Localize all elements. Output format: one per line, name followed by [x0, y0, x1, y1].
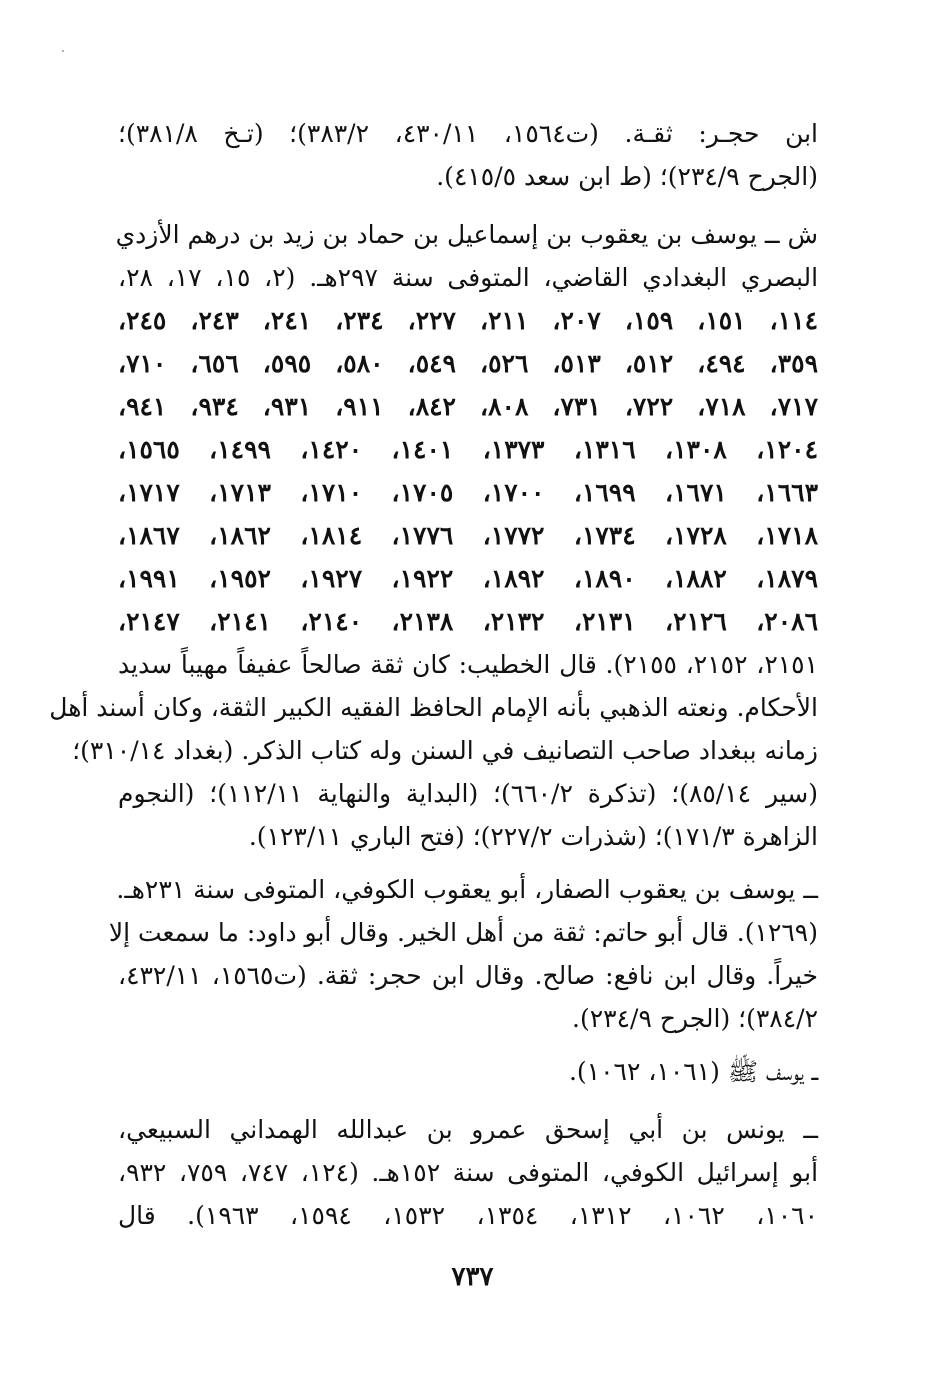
entry-line: أبو إسرائيل الكوفي، المتوفى سنة ١٥٢هـ. (١٢٤، ٧٤٧، ٧٥٩، ٩٣٢، [118, 1158, 819, 1187]
biography-entry-yusuf-al-saffar [108, 868, 818, 1040]
entry-line: ابن حجـر: ثقـة. (ت١٥٦٤، ٤٣٠/١١، ٣٨٣/٢)؛ (تـخ ٣٨١/٨)؛ [118, 119, 819, 148]
entry-line: ــ يونس بن أبي إسحق عمرو بن عبدالله الهمداني السبيعي، [118, 1115, 818, 1144]
entry-line: زمانه ببغداد صاحب التصانيف في السنن وله كتاب الذكر. (بغداد ٣١٠/١٤)؛ [72, 736, 818, 765]
entry-line: ٢١٥١، ٢١٥٢، ٢١٥٥). قال الخطيب: كان ثقة صالحاً عفيفاً مهيباً سديد [118, 650, 819, 679]
entry-line: ١٧١٨، ١٧٢٨، ١٧٣٤، ١٧٧٢، ١٧٧٦، ١٨١٤، ١٨٦٢، ١٨٦٧، [118, 521, 818, 550]
biography-entry-yusuf-ibn-yaqub-al-qadi [49, 213, 819, 858]
entry-line: ١١٤، ١٥١، ١٥٩، ٢٠٧، ٢١١، ٢٢٧، ٢٣٤، ٢٤١، ٢٤٣، ٢٤٥، [118, 306, 819, 335]
entry-line: ٢٠٨٦، ٢١٢٦، ٢١٣١، ٢١٣٢، ٢١٣٨، ٢١٤٠، ٢١٤١، ٢١٤٧، [118, 607, 818, 636]
entry-line: ش ــ يوسف بن يعقوب بن إسماعيل بن حماد بن زيد بن درهم الأزدي [115, 220, 818, 249]
entry-line: (الجرح ٢٣٤/٩)؛ (ط ابن سعد ٤١٥/٥). [436, 162, 818, 191]
entry-line: ٣٥٩، ٤٩٤، ٥١٢، ٥١٣، ٥٢٦، ٥٤٩، ٥٨٠، ٥٩٥، ٦٥٦، ٧١٠، [118, 349, 819, 378]
entry-line: خيراً. وقال ابن نافع: صالح. وقال ابن حجر: ثقة. (ت١٥٦٥، ٤٣٢/١١، [118, 961, 818, 990]
entry-line: البصري البغدادي القاضي، المتوفى سنة ٢٩٧هـ. (٢، ١٥، ١٧، ٢٨، [118, 263, 819, 292]
entry-line: ٧١٧، ٧١٨، ٧٢٢، ٧٣١، ٨٠٨، ٨٤٢، ٩١١، ٩٣١، ٩٣٤، ٩٤١، [118, 392, 819, 421]
biography-entry-continuation [118, 112, 818, 198]
entry-line: ١٦٦٣، ١٦٧١، ١٦٩٩، ١٧٠٠، ١٧٠٥، ١٧١٠، ١٧١٣، ١٧١٧، [118, 478, 818, 507]
entry-line: الزاهرة ١٧١/٣)؛ (شذرات ٢٢٧/٢)؛ (فتح الباري ١٢٣/١١). [248, 822, 818, 851]
page-number: ٧٣٧ [451, 1262, 494, 1292]
entry-line: ــ يوسف ﷺ (١٠٦١، ١٠٦٢). [568, 1057, 818, 1086]
entry-line: ١٨٧٩، ١٨٨٢، ١٨٩٠، ١٨٩٢، ١٩٢٢، ١٩٢٧، ١٩٥٢، ١٩٩١، [118, 564, 818, 593]
entry-line: الأحكام. ونعته الذهبي بأنه الإمام الحافظ الفقيه الكبير الثقة، وكان أسند أهل [49, 693, 818, 722]
entry-line: ١٢٠٤، ١٣٠٨، ١٣١٦، ١٣٧٣، ١٤٠١، ١٤٢٠، ١٤٩٩، ١٥٦٥، [118, 435, 818, 464]
biography-entry-yunus-ibn-abi-ishaq [118, 1108, 818, 1237]
entry-line: ٣٨٤/٢)؛ (الجرح ٢٣٤/٩). [572, 1004, 818, 1033]
entry-line: (١٢٦٩). قال أبو حاتم: ثقة من أهل الخير. وقال أبو داود: ما سمعت إلا [108, 918, 818, 947]
entry-line: (سير ٨٥/١٤)؛ (تذكرة ٦٦٠/٢)؛ (البداية والنهاية ١١٢/١١)؛ (النجوم [118, 779, 818, 808]
margin-speck [62, 50, 64, 52]
entry-line: ١٠٦٠، ١٠٦٢، ١٣١٢، ١٣٥٤، ١٥٣٢، ١٥٩٤، ١٩٦٣). قال [118, 1201, 819, 1230]
biography-entry-yusuf-prophet [118, 1050, 818, 1093]
entry-line: ــ يوسف بن يعقوب الصفار، أبو يعقوب الكوفي، المتوفى سنة ٢٣١هـ. [116, 875, 818, 904]
